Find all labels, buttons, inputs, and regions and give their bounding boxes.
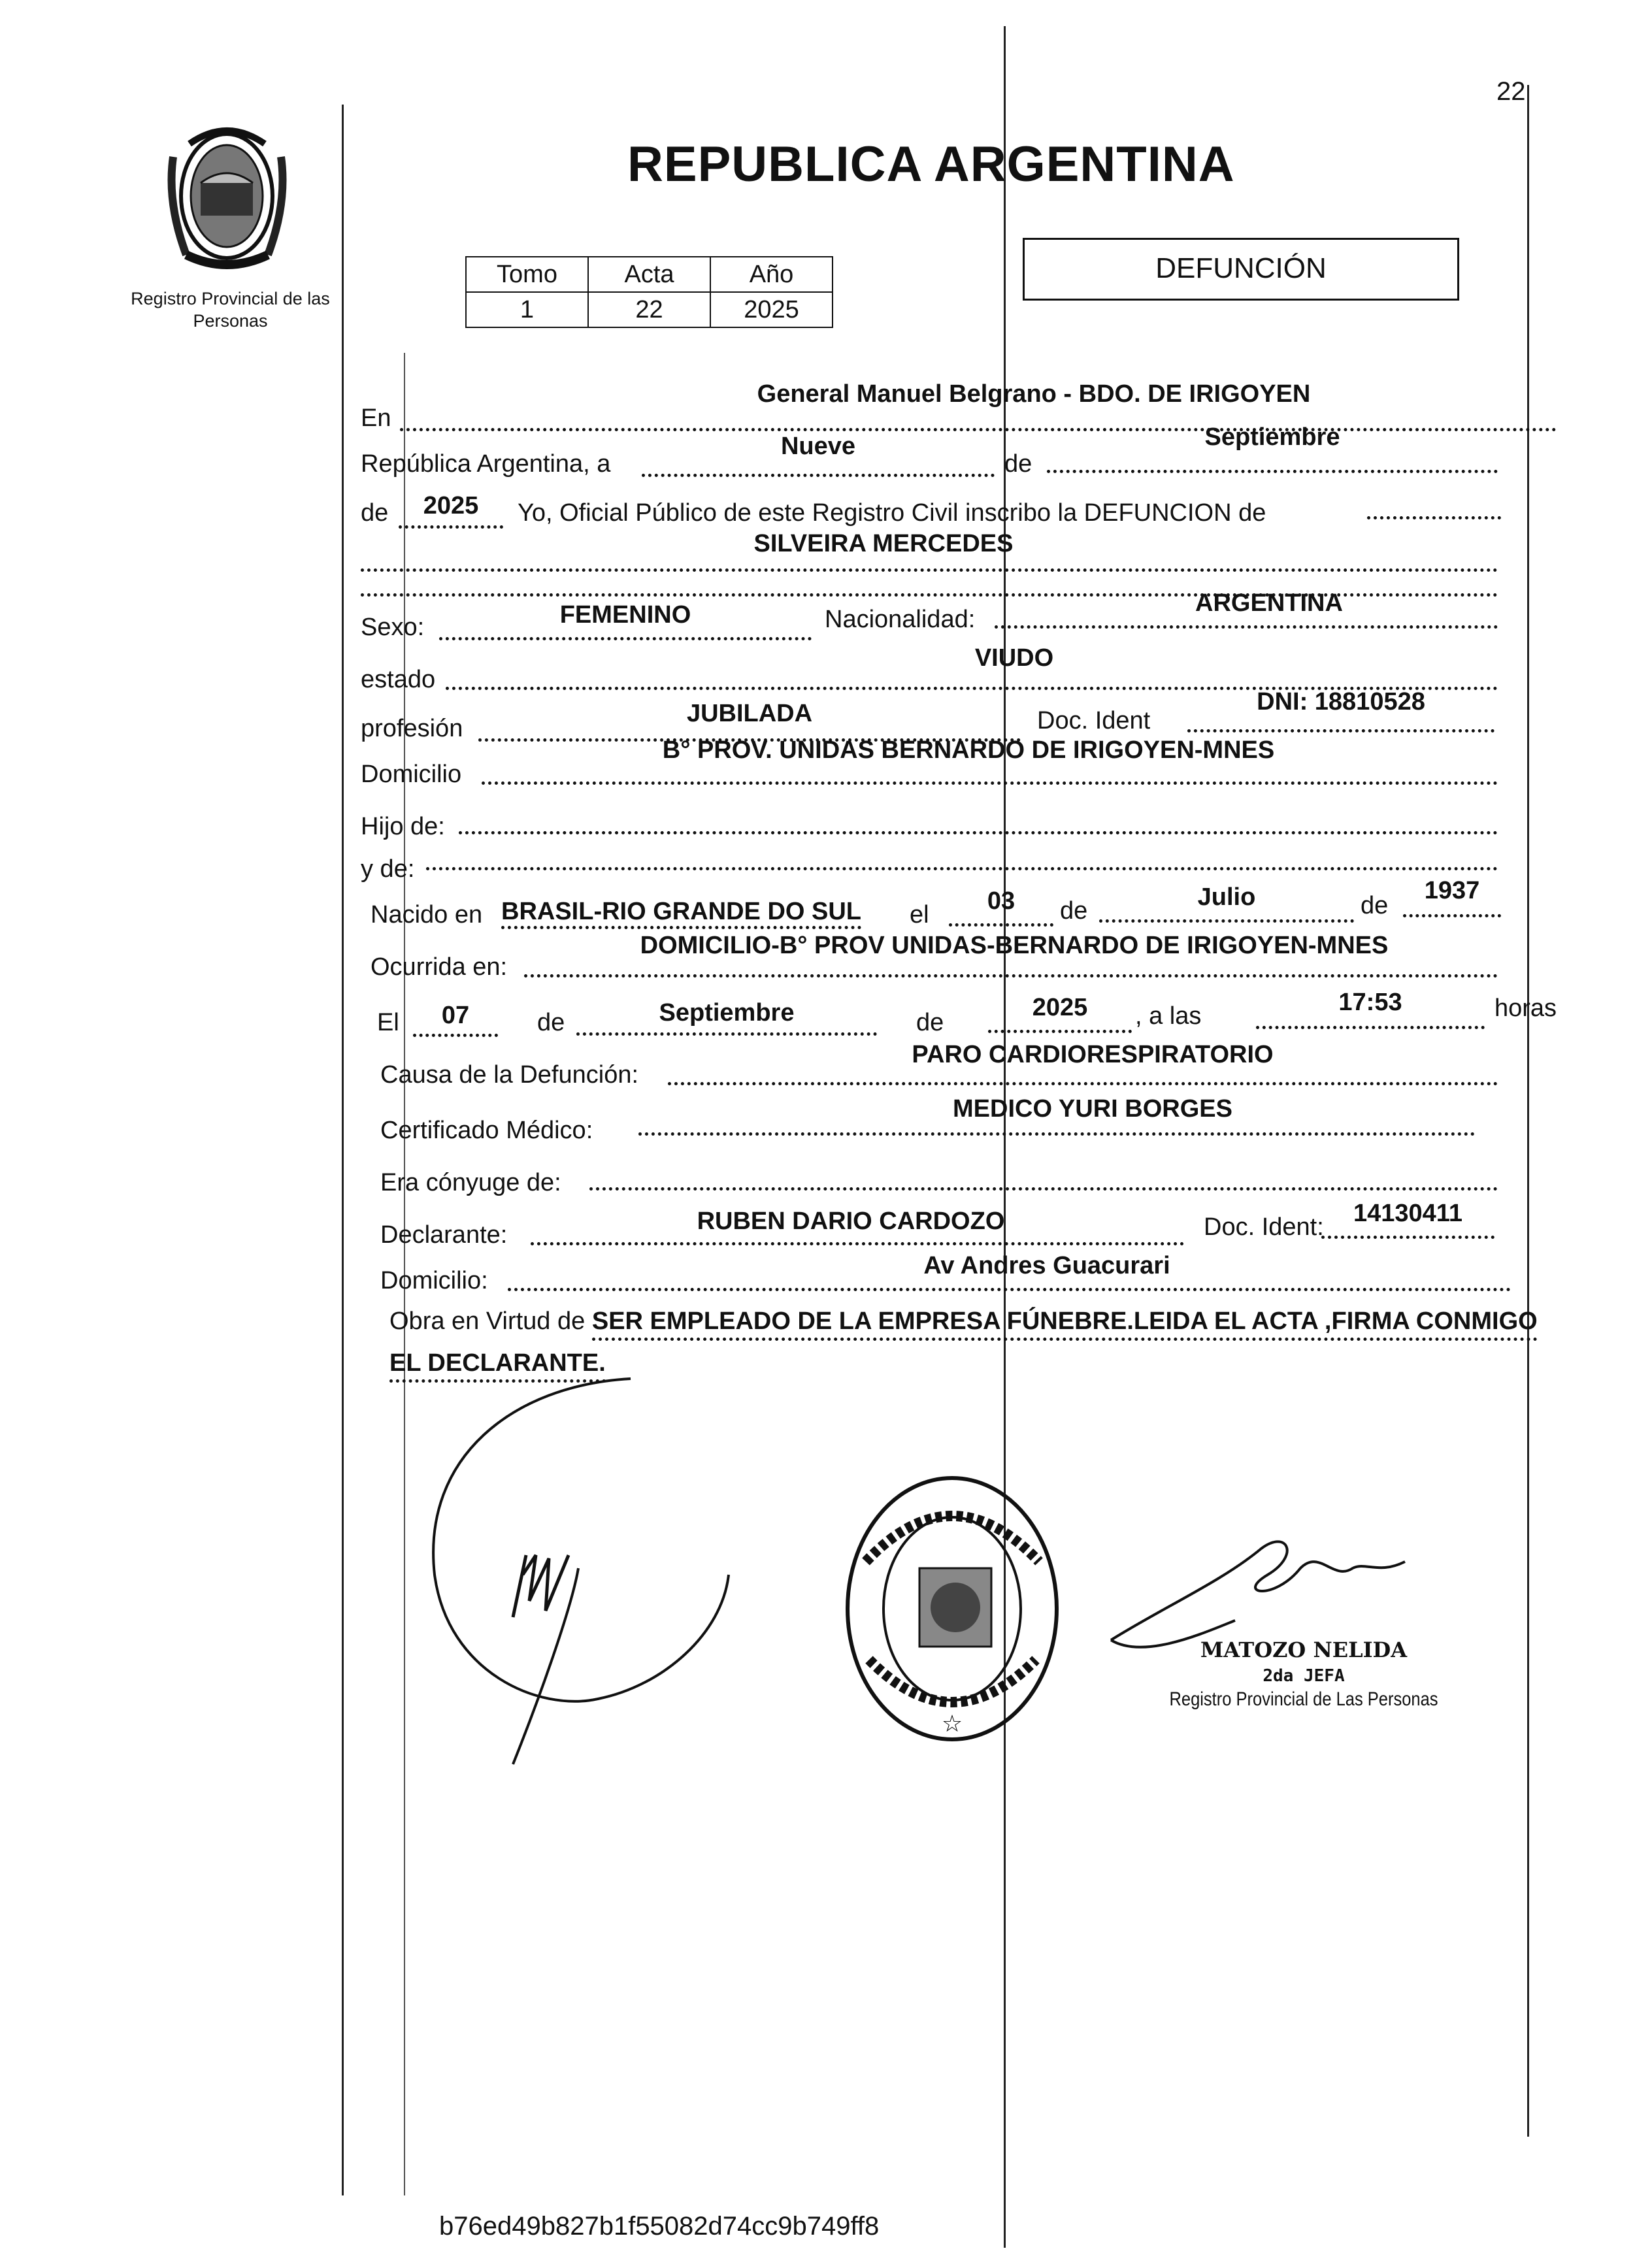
dotted-line	[995, 625, 1498, 629]
label-de-anio: de	[361, 499, 389, 527]
field-domicilio: B° PROV. UNIDAS BERNARDO DE IRIGOYEN-MNES	[662, 736, 1275, 764]
label-certificado: Certificado Médico:	[380, 1117, 593, 1144]
label-domicilio: Domicilio	[361, 761, 462, 788]
dotted-line	[426, 867, 1498, 870]
dotted-line	[1256, 1026, 1485, 1029]
row-causa	[361, 1041, 1550, 1094]
field-nombre: SILVEIRA MERCEDES	[753, 530, 1014, 557]
field-anio-nacimiento: 1937	[1424, 877, 1480, 904]
label-declarante: Declarante:	[380, 1221, 508, 1249]
field-mes: Septiembre	[1204, 423, 1340, 451]
dotted-line	[413, 1034, 498, 1037]
dotted-line	[949, 923, 1053, 927]
label-hijo-de: Hijo de:	[361, 813, 445, 840]
field-mes-defuncion: Septiembre	[659, 999, 795, 1027]
row-hijo-de	[361, 800, 1550, 846]
label-sexo: Sexo:	[361, 614, 425, 641]
field-dia-defuncion: 07	[441, 1002, 470, 1029]
dotted-line	[508, 1288, 1511, 1291]
field-localidad: General Manuel Belgrano - BDO. DE IRIGOYEN	[757, 380, 1311, 408]
field-obra-virtud: SER EMPLEADO DE LA EMPRESA FÚNEBRE.LEIDA EL ACTA ,FIRMA CONMIGO EL DECLARANTE.	[389, 1307, 1538, 1383]
label-causa: Causa de la Defunción:	[380, 1061, 639, 1089]
declarant-signature	[382, 1359, 820, 1797]
field-lugar-defuncion: DOMICILIO-B° PROV UNIDAS-BERNARDO DE IRIGOYEN-MNES	[640, 932, 1389, 959]
field-estado: VIUDO	[974, 644, 1054, 672]
field-lugar-nacimiento: BRASIL-RIO GRANDE DO SUL	[501, 898, 861, 929]
organization-name: Registro Provincial de las Personas	[131, 289, 330, 331]
row-sexo-nacionalidad	[361, 589, 1550, 647]
dotted-line	[399, 525, 503, 529]
label-el-cap: El	[377, 1009, 399, 1036]
official-block	[1134, 1637, 1474, 1711]
official-stamp	[840, 1470, 1065, 1748]
dotted-line	[589, 1187, 1498, 1191]
dotted-line	[482, 781, 1498, 785]
label-nacido-en: Nacido en	[371, 901, 483, 929]
field-dia-nacimiento: 03	[987, 887, 1016, 915]
field-sexo: FEMENINO	[559, 601, 691, 629]
field-dia: Nueve	[780, 433, 856, 460]
label-horas: horas	[1495, 994, 1557, 1022]
label-conyuge: Era cónyuge de:	[380, 1169, 561, 1196]
field-certificado: MEDICO YURI BORGES	[953, 1095, 1232, 1123]
reference-table	[465, 256, 833, 328]
row-nacimiento	[361, 877, 1550, 934]
left-margin-rule	[342, 105, 344, 2195]
label-de-mes: de	[1060, 897, 1088, 925]
svg-text:☆: ☆	[941, 1711, 963, 1737]
label-en: En	[361, 404, 391, 432]
field-anio: 2025	[423, 492, 479, 519]
row-fecha-defuncion	[361, 989, 1557, 1042]
dotted-line	[1367, 516, 1501, 519]
value-acta: 22	[588, 292, 710, 327]
provincial-seal-logo	[160, 118, 294, 278]
row-domicilio-declarante	[361, 1252, 1550, 1300]
dotted-line	[638, 1132, 1475, 1136]
dotted-line	[576, 1032, 877, 1036]
field-declarante-domicilio: Av Andres Guacurari	[923, 1252, 1170, 1279]
document-title: REPUBLICA ARGENTINA	[627, 137, 1235, 192]
label-el: el	[910, 901, 929, 929]
field-causa: PARO CARDIORESPIRATORIO	[912, 1041, 1274, 1068]
label-profesion: profesión	[361, 715, 463, 742]
row-anio-oficial	[361, 487, 1550, 533]
label-doc-ident: Doc. Ident	[1037, 707, 1151, 734]
dotted-line	[1099, 919, 1354, 923]
row-declarante	[361, 1200, 1550, 1255]
field-declarante: RUBEN DARIO CARDOZO	[697, 1208, 1005, 1235]
field-anio-defuncion: 2025	[1032, 994, 1088, 1021]
row-lugar-defuncion	[361, 932, 1550, 987]
label-de-anio-def: de	[916, 1009, 944, 1036]
field-mes-nacimiento: Julio	[1197, 883, 1256, 911]
label-doc-ident2: Doc. Ident:	[1204, 1213, 1324, 1241]
dotted-line	[988, 1030, 1132, 1033]
label-a-las: , a las	[1135, 1002, 1202, 1030]
field-declarante-doc: 14130411	[1353, 1200, 1462, 1227]
dotted-line	[1187, 729, 1495, 732]
dotted-line	[668, 1082, 1498, 1085]
dotted-line	[1321, 1236, 1495, 1239]
field-documento: DNI: 18810528	[1257, 688, 1425, 715]
label-domicilio2: Domicilio:	[380, 1267, 488, 1294]
label-republica: República Argentina, a	[361, 450, 611, 478]
row-fecha-inscripcion	[361, 423, 1550, 484]
official-role: 2da JEFA	[1263, 1666, 1345, 1686]
header-anio: Año	[710, 257, 833, 292]
dotted-line	[1403, 914, 1501, 917]
official-organization: Registro Provincial de Las Personas	[1169, 1688, 1438, 1710]
dotted-line	[439, 637, 812, 640]
dotted-line	[524, 974, 1498, 978]
field-profesion: JUBILADA	[686, 700, 813, 727]
label-yo-oficial: Yo, Oficial Público de este Registro Civil inscribo la DEFUNCION de	[518, 499, 1266, 527]
row-conyuge	[361, 1157, 1550, 1202]
label-ocurrida-en: Ocurrida en:	[371, 953, 508, 981]
field-hora: 17:53	[1338, 989, 1402, 1016]
reference-table-values	[466, 292, 833, 327]
reference-table-header	[466, 257, 833, 292]
label-estado: estado	[361, 666, 436, 693]
label-de: de	[1004, 450, 1032, 478]
row-domicilio	[361, 736, 1550, 794]
label-de-def: de	[537, 1009, 565, 1036]
page-number: 22	[1496, 77, 1526, 106]
row-y-de	[361, 843, 1550, 889]
label-de-anio-nac: de	[1361, 892, 1389, 919]
dotted-line	[642, 474, 995, 477]
dotted-line	[1047, 470, 1498, 473]
field-nacionalidad: ARGENTINA	[1195, 589, 1343, 617]
official-name: MATOZO NELIDA	[1200, 1637, 1408, 1662]
header-tomo: Tomo	[466, 257, 588, 292]
header-acta: Acta	[588, 257, 710, 292]
dotted-line	[459, 831, 1498, 834]
value-tomo: 1	[466, 292, 588, 327]
label-obra: Obra en Virtud de	[389, 1307, 586, 1335]
document-hash: b76ed49b827b1f55082d74cc9b749ff8	[439, 2212, 880, 2241]
dotted-line	[531, 1242, 1184, 1245]
record-type-box: DEFUNCIÓN	[1023, 238, 1459, 301]
row-certificado	[361, 1095, 1550, 1150]
label-nacionalidad: Nacionalidad:	[825, 606, 976, 633]
value-anio: 2025	[710, 292, 833, 327]
label-y-de: y de:	[361, 855, 415, 883]
